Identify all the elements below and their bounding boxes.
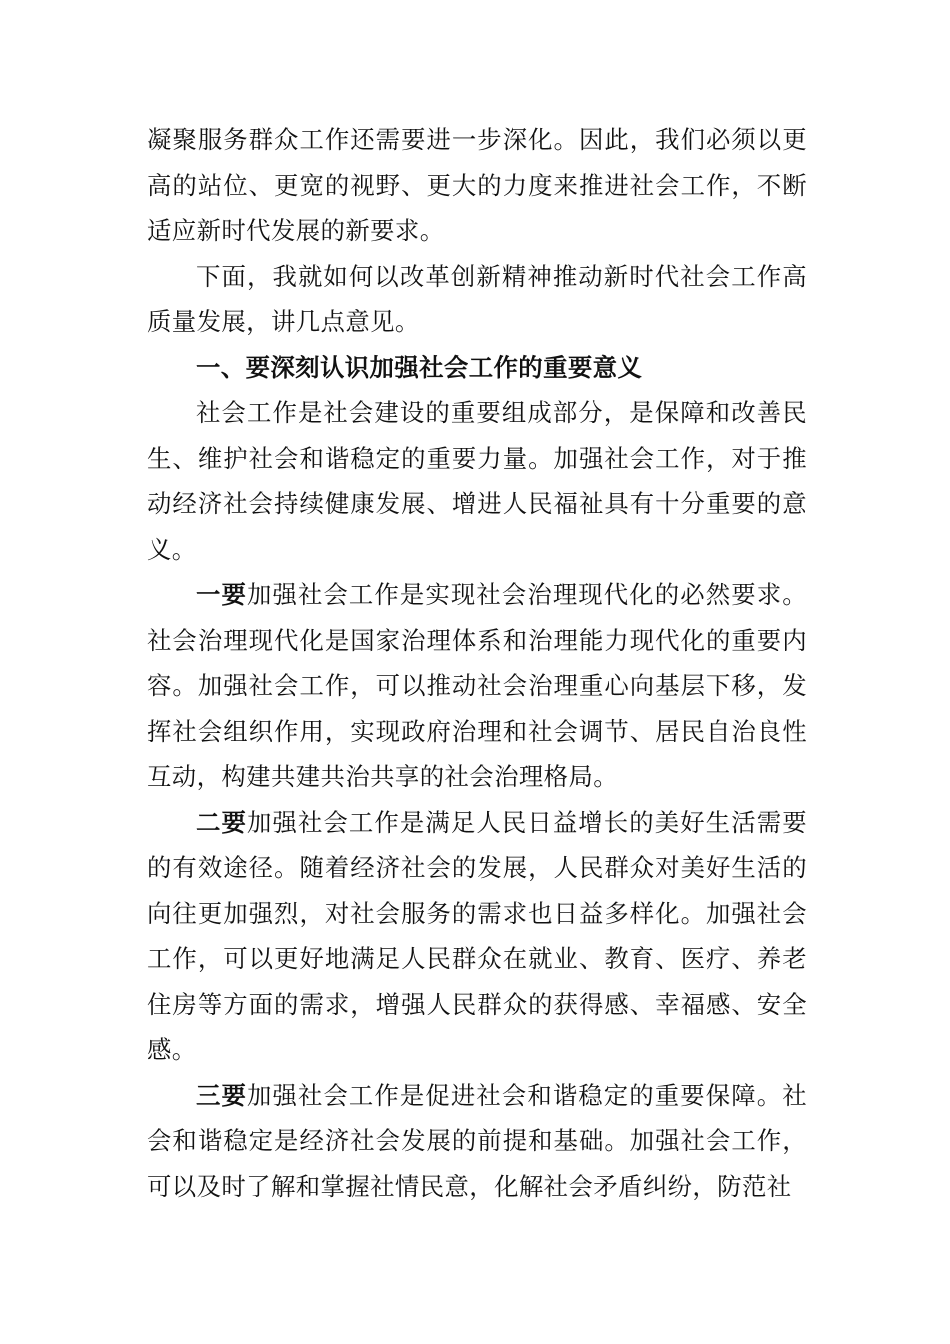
point-2-lead: 二要: [196, 807, 247, 837]
paragraph-significance: 社会工作是社会建设的重要组成部分，是保障和改善民生、维护社会和谐稳定的重要力量。加强社会工作，对于推动经济社会持续健康发展、增进人民福祉具有十分重要的意义。: [147, 398, 807, 564]
point-1-text: 加强社会工作是实现社会治理现代化的必然要求。社会治理现代化是国家治理体系和治理能力现代化的重要内容。加强社会工作，可以推动社会治理重心向基层下移，发挥社会组织作用，实现政府治理和社会调节、居民自治良性互动，构建共建共治共享的社会治理格局。: [147, 580, 807, 791]
point-2-text: 加强社会工作是满足人民日益增长的美好生活需要的有效途径。随着经济社会的发展，人民群众对美好生活的向往更加强烈，对社会服务的需求也日益多样化。加强社会工作，可以更好地满足人民群众在就业、教育、医疗、养老住房等方面的需求，增强人民群众的获得感、幸福感、安全感。: [147, 807, 807, 1064]
paragraph-intro: 下面，我就如何以改革创新精神推动新时代社会工作高质量发展，讲几点意见。: [147, 261, 807, 336]
paragraph-point-2: [147, 800, 807, 1073]
point-1-lead: 一要: [196, 580, 247, 609]
document-body: [147, 117, 807, 1209]
paragraph-point-1: [147, 572, 807, 800]
point-3-lead: 三要: [196, 1080, 247, 1110]
section-heading-1: 一、要深刻认识加强社会工作的重要意义: [196, 352, 643, 382]
point-3-text: 加强社会工作是促进社会和谐稳定的重要保障。社会和谐稳定是经济社会发展的前提和基础。加强社会工作，可以及时了解和掌握社情民意，化解社会矛盾纠纷，防范社: [147, 1080, 807, 1201]
paragraph-continuation: 凝聚服务群众工作还需要进一步深化。因此，我们必须以更高的站位、更宽的视野、更大的力度来推进社会工作，不断适应新时代发展的新要求。: [147, 125, 807, 245]
paragraph-point-3: [147, 1073, 807, 1210]
